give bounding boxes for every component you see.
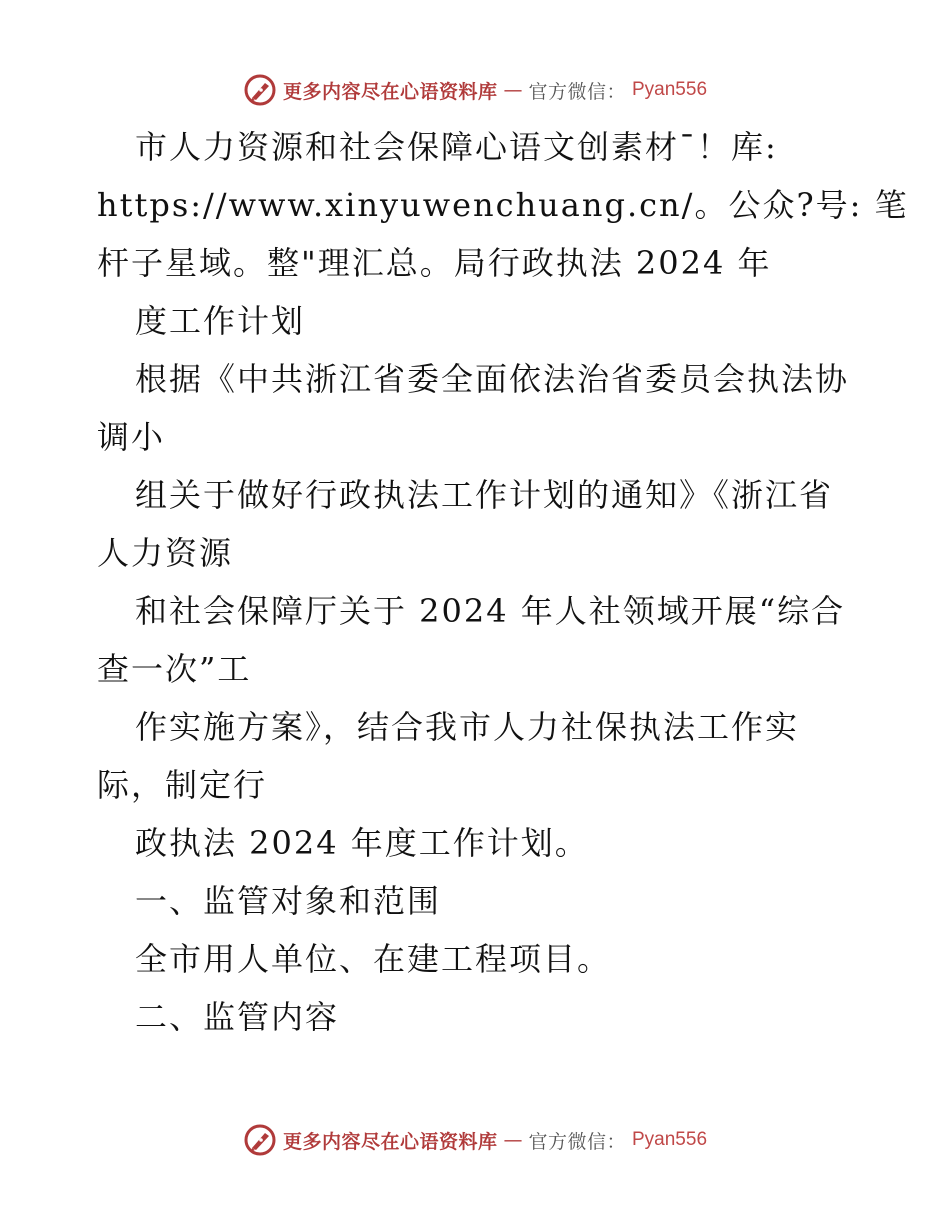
- body-line: 际，制定行: [97, 766, 268, 804]
- watermark-dash: —: [503, 79, 523, 101]
- footer-watermark: [0, 1120, 950, 1160]
- body-line: 根据《中共浙江省委全面依法治省委员会执法协: [135, 360, 850, 398]
- body-line: https://www.xinyuwenchuang.cn/。公众?号: 笔: [97, 186, 909, 224]
- body-line: 杆子星域。整"理汇总。局行政执法 2024 年: [97, 244, 772, 282]
- body-line: 作实施方案》，结合我市人力社保执法工作实: [135, 708, 800, 746]
- header-watermark: [0, 70, 950, 110]
- body-line: 查一次”工: [97, 650, 252, 688]
- watermark-wechat-id: Pyan556: [632, 79, 708, 100]
- watermark-main-text: 更多内容尽在心语资料库: [282, 80, 498, 103]
- body-line: 政执法 2024 年度工作计划。: [135, 824, 589, 862]
- body-line: 调小: [97, 418, 166, 456]
- section-heading: 二、监管内容: [135, 998, 340, 1036]
- body-line: 度工作计划: [135, 302, 306, 340]
- watermark-main-text: 更多内容尽在心语资料库: [282, 1130, 498, 1153]
- document-body: [97, 118, 909, 1046]
- pen-logo-icon: [243, 73, 277, 107]
- body-line: 市人力资源和社会保障心语文创素材¯！库:: [135, 128, 778, 166]
- section-heading: 一、监管对象和范围: [135, 882, 442, 920]
- watermark-wechat-id: Pyan556: [632, 1129, 708, 1150]
- body-line: 全市用人单位、在建工程项目。: [135, 940, 612, 978]
- watermark-sub-text: 官方微信：: [528, 80, 626, 103]
- watermark-sub-text: 官方微信：: [528, 1130, 626, 1153]
- pen-logo-icon: [243, 1123, 277, 1157]
- body-line: 和社会保障厅关于 2024 年人社领域开展“综合: [135, 592, 846, 630]
- body-line: 人力资源: [97, 534, 234, 572]
- watermark-dash: —: [503, 1129, 523, 1151]
- body-line: 组关于做好行政执法工作计划的通知》《浙江省: [135, 476, 834, 514]
